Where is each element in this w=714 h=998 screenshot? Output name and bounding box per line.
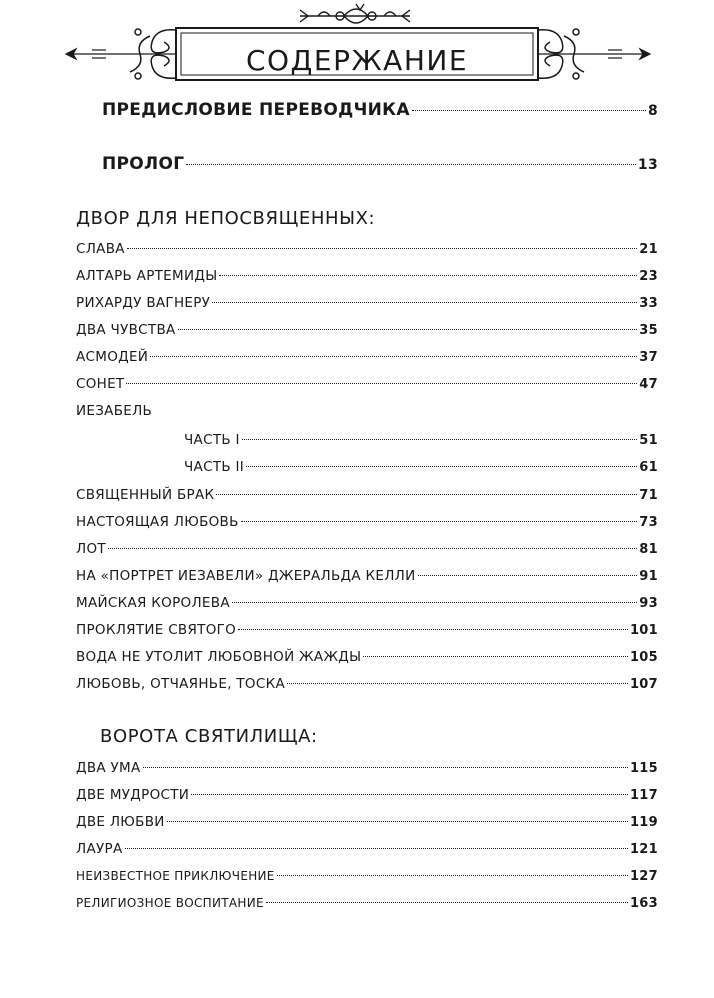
toc-entry-page: 37 <box>639 350 658 365</box>
leader-dots <box>186 164 636 165</box>
toc-entry-label: СОНЕТ <box>76 376 125 392</box>
toc-subentry[interactable] <box>184 432 658 448</box>
toc-entry-label: ПРОЛОГ <box>102 154 185 174</box>
section-heading: ДВОР ДЛЯ НЕПОСВЯЩЕННЫХ: <box>76 208 376 229</box>
toc-entry-label: ЛОТ <box>76 541 106 557</box>
leader-dots <box>287 683 628 684</box>
toc-entry-page: 8 <box>647 103 658 119</box>
toc-entry[interactable] <box>76 869 658 884</box>
toc-entry[interactable] <box>76 760 658 776</box>
toc-entry-label: НА «ПОРТРЕТ ИЕЗАВЕЛИ» ДЖЕРАЛЬДА КЕЛЛИ <box>76 568 416 584</box>
toc-entry[interactable] <box>76 349 658 365</box>
toc-entry-page: 121 <box>629 842 658 857</box>
toc-entry-page: 35 <box>639 323 658 338</box>
toc-entry-page: 91 <box>639 569 658 584</box>
leader-dots <box>125 848 628 849</box>
toc-entry-label: ПРОКЛЯТИЕ СВЯТОГО <box>76 622 237 638</box>
toc-entry-label: МАЙСКАЯ КОРОЛЕВА <box>76 595 230 611</box>
toc-entry-page: 47 <box>639 377 658 392</box>
toc-entry-label: ВОДА НЕ УТОЛИТ ЛЮБОВНОЙ ЖАЖДЫ <box>76 649 362 665</box>
leader-dots <box>212 302 637 303</box>
toc-entry-label: ПРЕДИСЛОВИЕ ПЕРЕВОДЧИКА <box>102 100 410 120</box>
toc-entry[interactable] <box>76 676 658 692</box>
leader-dots <box>178 329 638 330</box>
toc-entry-label: ЛАУРА <box>76 841 123 857</box>
toc-entry[interactable] <box>102 100 658 120</box>
toc-entry-label: ДВА ЧУВСТВА <box>76 322 176 338</box>
toc-subentry[interactable] <box>184 459 658 475</box>
toc-entry-label: АЛТАРЬ АРТЕМИДЫ <box>76 268 218 284</box>
leader-dots <box>246 466 637 467</box>
toc-entry[interactable] <box>76 595 658 611</box>
section-heading: ВОРОТА СВЯТИЛИЩА: <box>100 726 318 747</box>
toc-entry[interactable] <box>76 376 658 392</box>
toc-entry-page: 33 <box>639 296 658 311</box>
title-banner <box>0 0 714 96</box>
toc-entry-label: РЕЛИГИОЗНОЕ ВОСПИТАНИЕ <box>76 896 264 910</box>
toc-entry-page: 71 <box>639 488 658 503</box>
leader-dots <box>127 248 637 249</box>
toc-entry[interactable] <box>76 814 658 830</box>
toc-entry-page: 13 <box>637 157 658 173</box>
leader-dots <box>412 110 646 111</box>
leader-dots <box>277 875 628 876</box>
toc-entry-page: 119 <box>629 815 658 830</box>
toc-entry[interactable] <box>76 487 658 503</box>
toc-entry-page: 115 <box>629 761 658 776</box>
toc-entry-page: 101 <box>629 623 658 638</box>
leader-dots <box>191 794 628 795</box>
toc-entry[interactable] <box>76 322 658 338</box>
leader-dots <box>242 439 638 440</box>
toc-entry[interactable] <box>76 241 658 257</box>
toc-entry[interactable] <box>76 403 658 419</box>
toc-entry-page: 73 <box>639 515 658 530</box>
toc-entry[interactable] <box>102 154 658 174</box>
toc-entry-page: 93 <box>639 596 658 611</box>
toc-entry-label: ЛЮБОВЬ, ОТЧАЯНЬЕ, ТОСКА <box>76 676 286 692</box>
toc-entry[interactable] <box>76 622 658 638</box>
toc-entry-page: 23 <box>639 269 658 284</box>
leader-dots <box>238 629 628 630</box>
leader-dots <box>216 494 637 495</box>
toc-entry-label: НАСТОЯЩАЯ ЛЮБОВЬ <box>76 514 239 530</box>
leader-dots <box>232 602 637 603</box>
leader-dots <box>167 821 628 822</box>
leader-dots <box>418 575 638 576</box>
toc-entry[interactable] <box>76 896 658 911</box>
toc-entry-label: ДВЕ ЛЮБВИ <box>76 814 165 830</box>
toc-entry-label: НЕИЗВЕСТНОЕ ПРИКЛЮЧЕНИЕ <box>76 869 275 883</box>
toc-entry-label: ЧАСТЬ I <box>184 432 240 448</box>
toc-entry[interactable] <box>76 295 658 311</box>
toc-entry-label: ЧАСТЬ II <box>184 459 245 475</box>
toc-entry-page: 21 <box>639 242 658 257</box>
toc-entry-page: 107 <box>629 677 658 692</box>
toc-entry-page: 61 <box>639 460 658 475</box>
toc-entry-page: 127 <box>629 869 658 884</box>
toc-entry-page: 51 <box>639 433 658 448</box>
toc-entry-page: 105 <box>629 650 658 665</box>
leader-dots <box>143 767 628 768</box>
toc-entry-page: 163 <box>629 896 658 911</box>
toc-entry[interactable] <box>76 568 658 584</box>
toc-entry[interactable] <box>76 514 658 530</box>
leader-dots <box>150 356 637 357</box>
leader-dots <box>363 656 628 657</box>
toc-entry-label: СВЯЩЕННЫЙ БРАК <box>76 487 215 503</box>
leader-dots <box>266 902 628 903</box>
toc-entry-page: 81 <box>639 542 658 557</box>
leader-dots <box>126 383 637 384</box>
toc-entry-label: РИХАРДУ ВАГНЕРУ <box>76 295 211 311</box>
toc-entry-label: СЛАВА <box>76 241 125 257</box>
toc-entry[interactable] <box>76 787 658 803</box>
toc-entry-label: ИЕЗАБЕЛЬ <box>76 403 153 419</box>
page-title: СОДЕРЖАНИЕ <box>245 44 469 77</box>
toc-entry-label: АСМОДЕЙ <box>76 349 149 365</box>
leader-dots <box>219 275 637 276</box>
leader-dots <box>108 548 637 549</box>
toc-entry-label: ДВЕ МУДРОСТИ <box>76 787 190 803</box>
leader-dots <box>241 521 638 522</box>
toc-entry-label: ДВА УМА <box>76 760 141 776</box>
toc-entry[interactable] <box>76 268 658 284</box>
toc-entry[interactable] <box>76 649 658 665</box>
toc-entry[interactable] <box>76 841 658 857</box>
toc-entry[interactable] <box>76 541 658 557</box>
toc-entry-page: 117 <box>629 788 658 803</box>
